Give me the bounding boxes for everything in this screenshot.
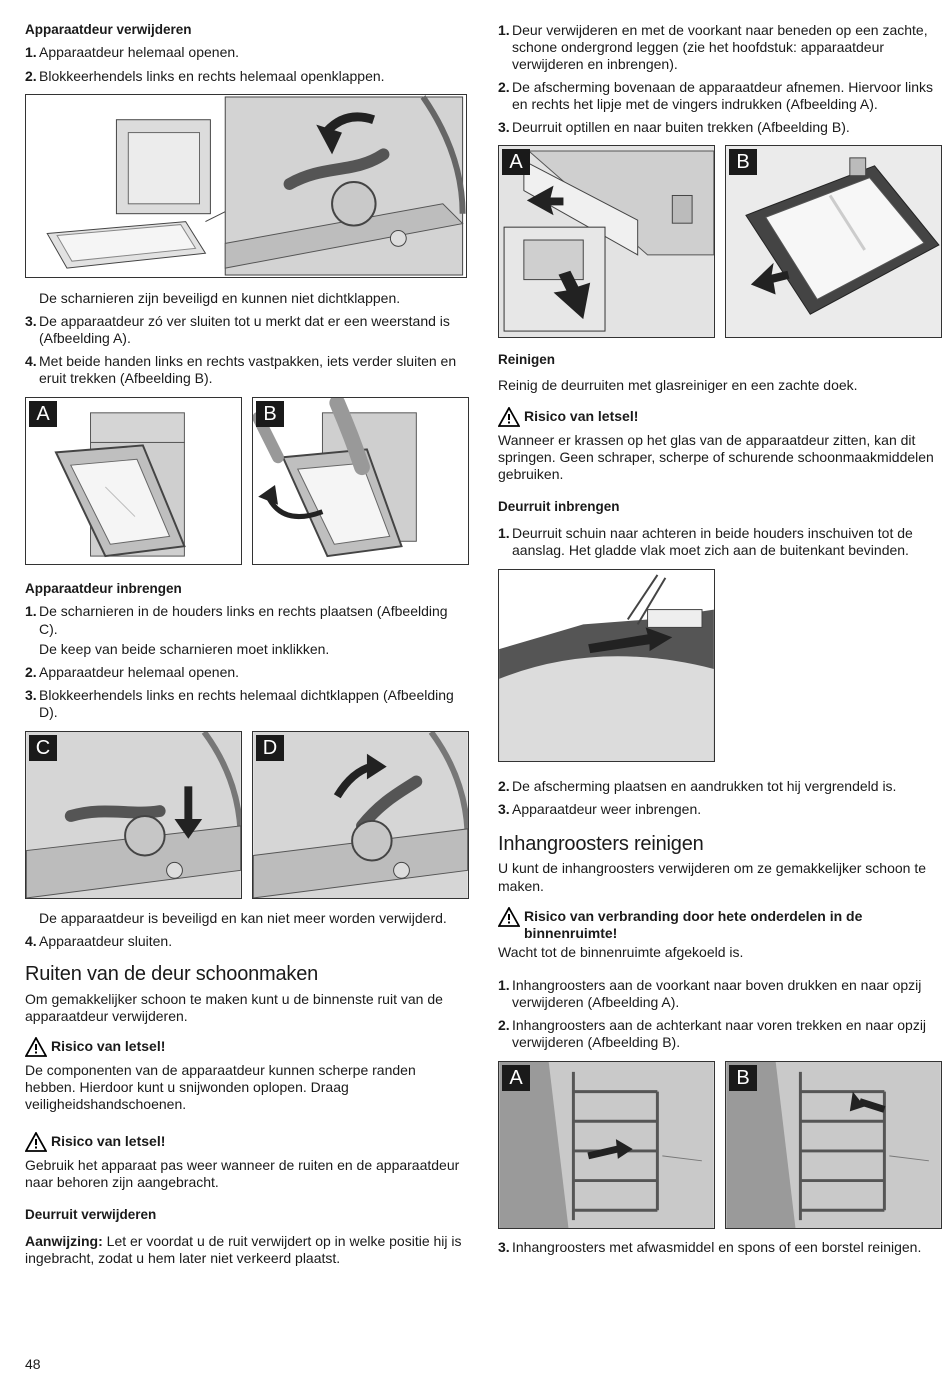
warning-text: De componenten van de apparaatdeur kunnen scherpe randen hebben. Hierdoor kunt u snijwonden oplopen. Draag veiligheidshandschoenen. [25,1061,416,1112]
figure-b-pull-door [252,397,469,565]
figure-label: B [729,149,757,175]
note-paragraph [25,1233,470,1267]
door-pull-out-illustration [253,398,468,564]
pane-insert-illustration [499,570,714,761]
note-text: Let er voordat u de ruit verwijdert op in welke positie hij is ingebracht, zodat u hem later niet verkeerd plaatst. [25,1232,462,1266]
step-item: 3. De apparaatdeur zó ver sluiten tot u merkt dat er een weerstand is (Afbeelding A). [25,312,450,346]
step-item: 1. Apparaatdeur helemaal openen. [25,44,240,61]
step-item: 1. Deur verwijderen en met de voorkant naar beneden op een zachte, schone ondergrond leggen (zie het hoofdstuk: apparaatdeur verwijderen en inbrengen). [498,22,928,73]
step-item: 2. Apparaatdeur helemaal openen. [25,663,240,680]
heading-pane-remove: Deurruit verwijderen [25,1207,157,1223]
warning-triangle-icon [498,907,520,927]
figure-b-rack-back [725,1061,942,1229]
warning-triangle-icon [25,1132,47,1152]
figure-pair-racks [498,1061,943,1229]
step-item: 1. De scharnieren in de houders links en rechts plaatsen (Afbeelding C). [25,603,448,637]
step-item: 3. Inhangroosters met afwasmiddel en spons of een borstel reinigen. [498,1239,922,1256]
note-notch: De keep van beide scharnieren moet inklikken. [39,640,330,657]
rack-back-illustration [726,1062,941,1228]
left-column [25,22,470,1267]
figure-b-pane-lift [725,145,942,338]
warning-title: Risico van verbranding door hete onderdelen in de binnenruimte! [498,908,943,942]
note-door-secured: De apparaatdeur is beveiligd en kan niet meer worden verwijderd. [39,909,447,926]
rack-front-illustration [499,1062,714,1228]
step-item: 3. Apparaatdeur weer inbrengen. [498,800,702,817]
heading-door-insert: Apparaatdeur inbrengen [25,581,182,597]
warning-text: Wanneer er krassen op het glas van de apparaatdeur zitten, kan dit springen. Geen schraper, scherpe of schurende schoonmaakmiddelen gebruiken. [498,432,934,483]
figure-label: A [29,401,57,427]
heading-clean: Reinigen [498,352,556,368]
section-intro: U kunt de inhangroosters verwijderen om ze gemakkelijker schoon te maken. [498,860,926,894]
warning-title: Risico van letsel! [25,1133,470,1152]
warning-title: Risico van letsel! [25,1038,470,1057]
step-item: 4. Apparaatdeur sluiten. [25,933,173,950]
warning-triangle-icon [25,1037,47,1057]
door-closing-illustration [26,398,241,564]
figure-d-lever-close [252,731,469,899]
figure-c-hinge-insert [25,731,242,899]
heading-pane-insert: Deurruit inbrengen [498,499,620,515]
figure-label: D [256,735,284,761]
step-item: 2. De afscherming bovenaan de apparaatdeur afnemen. Hiervoor links en rechts het lipje met de vingers indrukken (Afbeelding A). [498,79,934,113]
figure-door-hinge-open [25,94,467,278]
warning-title: Risico van letsel! [498,408,943,427]
warning-triangle-icon [498,407,520,427]
step-item: 3. Blokkeerhendels links en rechts helemaal dichtklappen (Afbeelding D). [25,686,454,720]
lever-close-illustration [253,732,468,898]
figure-label: C [29,735,57,761]
right-column [498,22,943,1256]
figure-label: B [729,1065,757,1091]
figure-label: A [502,1065,530,1091]
figure-a-close-door [25,397,242,565]
figure-label: B [256,401,284,427]
figure-label: A [502,149,530,175]
note-hinge-secured: De scharnieren zijn beveiligd en kunnen niet dichtklappen. [39,289,401,306]
heading-door-remove: Apparaatdeur verwijderen [25,22,192,37]
step-item: 2. Blokkeerhendels links en rechts helemaal openklappen. [25,67,385,84]
section-intro: Om gemakkelijker schoon te maken kunt u de binnenste ruit van de apparaatdeur verwijderen. [25,990,443,1024]
step-item: 4. Met beide handen links en rechts vastpakken, iets verder sluiten en eruit trekken (Afbeelding B). [25,352,457,386]
section-title-door-panes: Ruiten van de deur schoonmaken [25,963,319,986]
warning-text: Wacht tot de binnenruimte afgekoeld is. [498,943,744,960]
step-item: 2. De afscherming plaatsen en aandrukken tot hij vergrendeld is. [498,777,897,794]
figure-pair-pane [498,145,943,338]
warning-text: Gebruik het apparaat pas weer wanneer de ruiten en de apparaatdeur naar behoren zijn aangebracht. [25,1156,460,1190]
step-item: 3. Deurruit optillen en naar buiten trekken (Afbeelding B). [498,119,850,136]
hinge-insert-illustration [26,732,241,898]
pane-lift-illustration [726,146,941,337]
figure-pair-cd [25,731,470,899]
step-item: 1. Deurruit schuin naar achteren in beide houders inschuiven tot de aanslag. Het gladde vlak moet zich aan de buitenkant bevinden. [498,524,913,558]
figure-pair-ab [25,397,470,565]
step-item: 2. Inhangroosters aan de achterkant naar voren trekken en naar opzij verwijderen (Afbeelding B). [498,1016,927,1051]
page-number: 48 [25,1356,41,1372]
clean-text: Reinig de deurruiten met glasreiniger en een zachte doek. [498,376,858,393]
step-item: 1. Inhangroosters aan de voorkant naar boven drukken en naar opzij verwijderen (Afbeelding A). [498,976,922,1010]
note-label: Aanwijzing: [25,1232,103,1249]
figure-a-cover-remove [498,145,715,338]
section-title-racks: Inhangroosters reinigen [498,833,704,856]
cover-remove-illustration [499,146,714,337]
oven-hinge-illustration [26,95,466,277]
figure-pane-insert [498,569,715,762]
figure-a-rack-front [498,1061,715,1229]
